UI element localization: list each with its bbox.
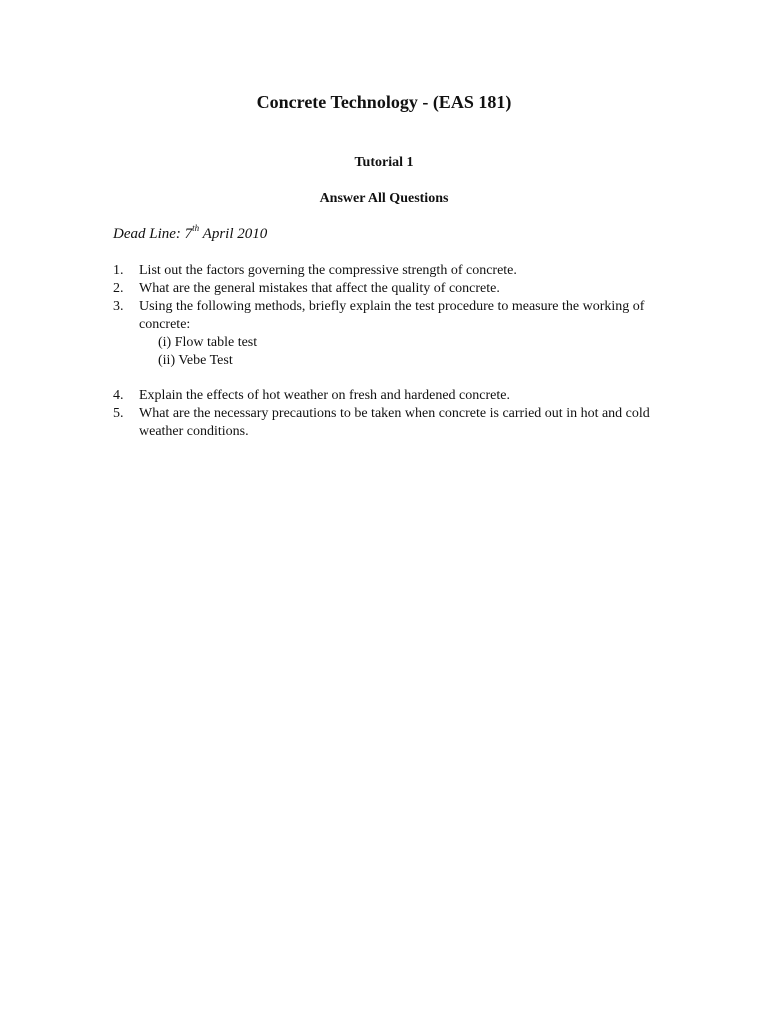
question-subitem: (i) Flow table test [158,335,258,350]
tutorial-heading: Tutorial 1 [354,155,414,170]
question-item-1 [113,262,653,280]
question-text: List out the factors governing the compressive strength of concrete. [139,263,517,278]
question-item-3 [113,298,653,370]
deadline-label: Dead Line: 7 [113,226,193,242]
deadline-superscript: th [192,223,200,233]
deadline-date: April 2010 [199,226,268,242]
question-subitem: (ii) Vebe Test [158,353,233,368]
question-number: 1. [113,263,124,278]
question-list [113,262,653,370]
question-number: 2. [113,281,124,296]
document-title: Concrete Technology - (EAS 181) [256,92,512,112]
question-number: 3. [113,299,124,314]
question-text: What are the necessary precautions to be taken when concrete is carried out in hot and cold weather conditions. [139,406,650,439]
question-item-4 [113,387,653,405]
question-list-continued [113,387,653,441]
question-text: Using the following methods, briefly explain the test procedure to measure the working of concrete: [139,299,645,332]
question-number: 4. [113,388,124,403]
question-item-2 [113,280,653,298]
instruction-heading: Answer All Questions [319,191,449,206]
question-item-5 [113,405,653,441]
question-text: What are the general mistakes that affect the quality of concrete. [139,281,500,296]
question-number: 5. [113,406,124,421]
question-text: Explain the effects of hot weather on fresh and hardened concrete. [139,388,510,403]
deadline-line [113,223,268,243]
